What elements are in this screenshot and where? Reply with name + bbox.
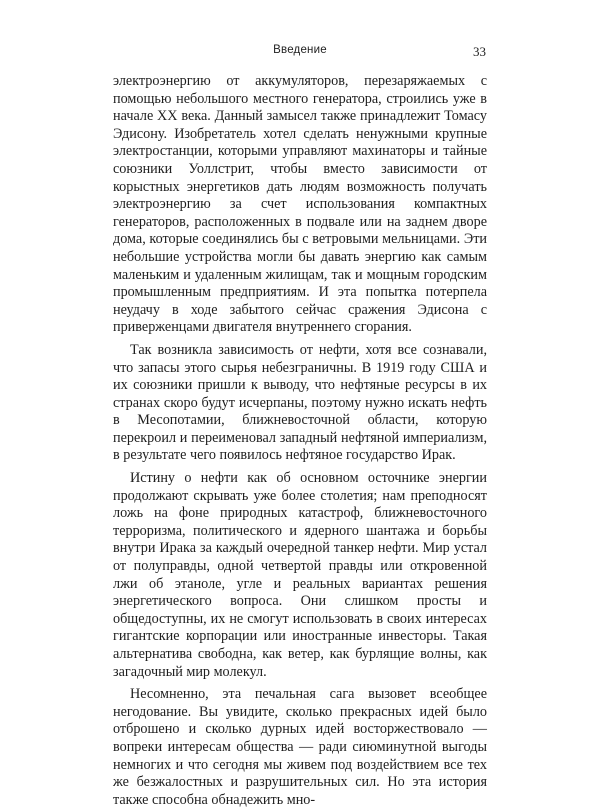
page-header xyxy=(114,44,486,60)
body-text xyxy=(113,73,487,809)
paragraph-3: Истину о нефти как об основном осточнике энергии продолжают скрывать уже более столетия; нам преподносят ложь на фоне природных катастроф, ближневосточного терроризма, политического и ядерного шантажа и борьбы внутри Ирака за каждый очередной танкер нефти. Мир устал от полуправды, одной четвертой правды или откровенной лжи об этаноле, угле и реальных вариантах решения энергетического вопроса. Они слишком просты и общедоступны, их не смогут использовать в своих интересах гигантские корпорации или иностранные инвесторы. Такая альтернатива свободна, как ветер, как бурлящие волны, как загадочный мир молекул. xyxy=(113,470,487,680)
page-number: 33 xyxy=(473,44,486,59)
paragraph-4: Несомненно, эта печальная сага вызовет всеобщее негодование. Вы увидите, сколько прекрасных идей было отброшено и сколько дурных идей восторжествовало — вопреки интересам общества — ради сиюминутной выгоды немногих и что сегодня мы живем под воздействием все тех же безжалостных и разрушительных сил. Но эта история также способна обнадежить мно- xyxy=(113,686,487,808)
paragraph-2: Так возникла зависимость от нефти, хотя все сознавали, что запасы этого сырья небезграничны. В 1919 году США и их союзники пришли к выводу, что нефтяные ресурсы в их странах скоро будут исчерпаны, поэтому нужно искать нефть в Месопотамии, ближневосточной области, которую перекроил и переименовал западный нефтяной империализм, в результате чего появилось нефтяное государство Ирак. xyxy=(113,341,487,464)
paragraph-1: электроэнергию от аккумуляторов, перезаряжаемых с помощью небольшого местного генератора, строились уже в начале XX века. Данный замысел также принадлежит Томасу Эдисону. Изобретатель хотел сделать ненужными крупные электростанции, которыми управляют махинаторы и тайные союзники Уоллстрит, чтобы вместо зависимости от корыстных энергетиков дать людям возможность получать электроэнергию за счет использования компактных генераторов, расположенных в подвале или на заднем дворе дома, которые соединялись бы с ветровыми мельницами. Эти небольшие устройства могли бы давать энергию как самым маленьким и удаленным жилищам, так и мощным городским промышленным предприятиям. И эта попытка потерпела неудачу в ходе забытого сейчас сражения Эдисона с приверженцами двигателя внутреннего сгорания. xyxy=(113,73,487,336)
running-head: Введение xyxy=(273,44,327,56)
